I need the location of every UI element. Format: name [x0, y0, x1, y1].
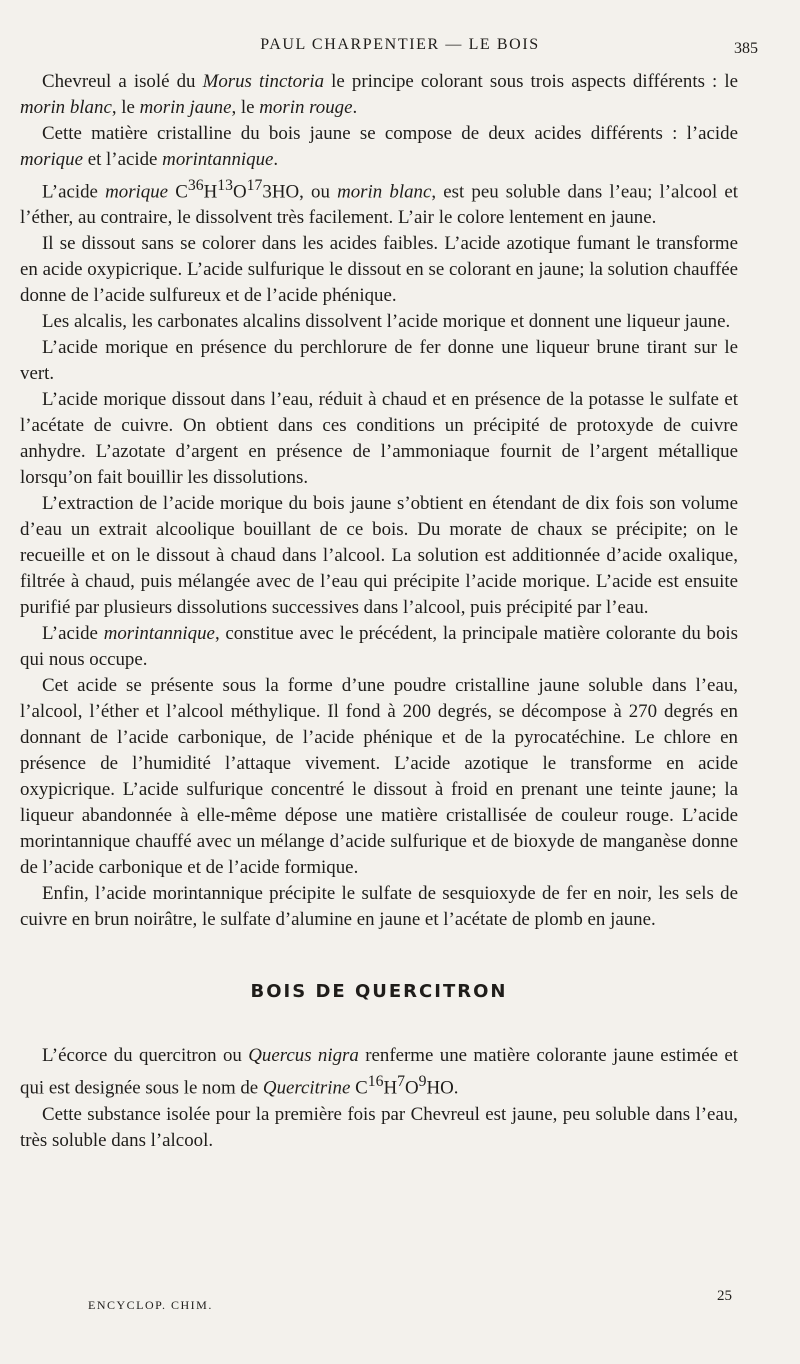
running-head — [0, 30, 800, 62]
signature-number: 25 — [717, 1288, 732, 1304]
paragraph: L’acide morintannique, constitue avec le précédent, la principale matière colorante du bois qui nous occupe. — [20, 623, 738, 671]
paragraph: Cette substance isolée pour la première fois par Chevreul est jaune, peu soluble dans l’eau, très soluble dans l’alcool. — [20, 1103, 738, 1151]
paragraph: L’acide morique en présence du perchlorure de fer donne une liqueur brune tirant sur le vert. — [20, 337, 738, 385]
page-number: 385 — [734, 40, 758, 57]
paragraph: Chevreul a isolé du Morus tinctoria le principe colorant sous trois aspects différents : le morin blanc, le morin jaune, le morin rouge. — [20, 71, 738, 118]
paragraph: Enfin, l’acide morintannique précipite le sulfate de sesquioxyde de fer en noir, les sels de cuivre en brun noirâtre, le sulfate d’alumine en jaune et l’acétate de plomb en jaune. — [20, 883, 738, 931]
body-text — [20, 69, 738, 1154]
paragraph: Les alcalis, les carbonates alcalins dissolvent l’acide morique et donnent une liqueur jaune. — [42, 311, 731, 333]
paragraph: L’acide morique dissout dans l’eau, réduit à chaud et en présence de la potasse le sulfate et l’acétate de cuivre. On obtient dans ces conditions un précipité de protoxyde de cuivre anhydre. L’azotate d’argent en présence de l’ammoniaque fournit de l’argent métallique lorsqu’on fait bouillir les dissolutions. — [20, 389, 738, 489]
section-title: BOIS DE QUERCITRON — [250, 981, 508, 1003]
printer-signature: ENCYCLOP. CHIM. — [88, 1298, 213, 1312]
paragraph: L’acide morique $C^{36}H^{13}O^{17}3HO$, ou morin blanc, est peu soluble dans l’eau; l’alcool et l’éther, au contraire, le dissolvent très facilement. L’air le colore lentement en jaune. — [20, 177, 738, 229]
running-title: PAUL CHARPENTIER — LE BOIS — [260, 36, 540, 53]
paragraph: Cette matière cristalline du bois jaune se compose de deux acides différents : l’acide morique et l’acide morintannique. — [20, 123, 738, 170]
paragraph: Il se dissout sans se colorer dans les acides faibles. L’acide azotique fumant le transforme en acide oxypicrique. L’acide sulfurique le dissout en se colorant en jaune; la solution chauffée donne de l’acide sulfureux et de l’acide phénique. — [20, 233, 738, 307]
paragraph: L’extraction de l’acide morique du bois jaune s’obtient en étendant de dix fois son volume d’eau un extrait alcoolique bouillant de ce bois. Du morate de chaux se précipite; on le recueille et on le dissout à chaud dans l’alcool. La solution est additionnée d’acide oxalique, filtrée à chaud, puis mélangée avec de l’eau qui précipite l’acide morique. L’acide est ensuite purifié par plusieurs dissolutions successives dans l’alcool, puis précipité par l’eau. — [20, 493, 738, 619]
footer — [60, 1288, 740, 1318]
paragraph: L’écorce du quercitron ou Quercus nigra renferme une matière colorante jaune estimée et qui est designée sous le nom de Quercitrine $C^{16}H^7O^9HO$. — [20, 1045, 739, 1099]
paragraph: Cet acide se présente sous la forme d’une poudre cristalline jaune soluble dans l’eau, l’alcool, l’éther et l’alcool méthylique. Il fond à 200 degrés, se décompose à 270 degrés en donnant de l’acide carbonique, de l’acide phénique et de la pyrocatéchine. Le chlore en présence de l’humidité l’attaque vivement. L’acide azotique le transforme en acide oxypicrique. L’acide sulfurique concentré le dissout à froid en prenant une teinte jaune; la liqueur abandonnée à elle-même dépose une matière cristallisée de couleur rouge. L’acide morintannique chauffé avec un mélange d’acide sulfurique et de bioxyde de manganèse donne de l’acide carbonique et de l’acide formique. — [20, 675, 738, 879]
